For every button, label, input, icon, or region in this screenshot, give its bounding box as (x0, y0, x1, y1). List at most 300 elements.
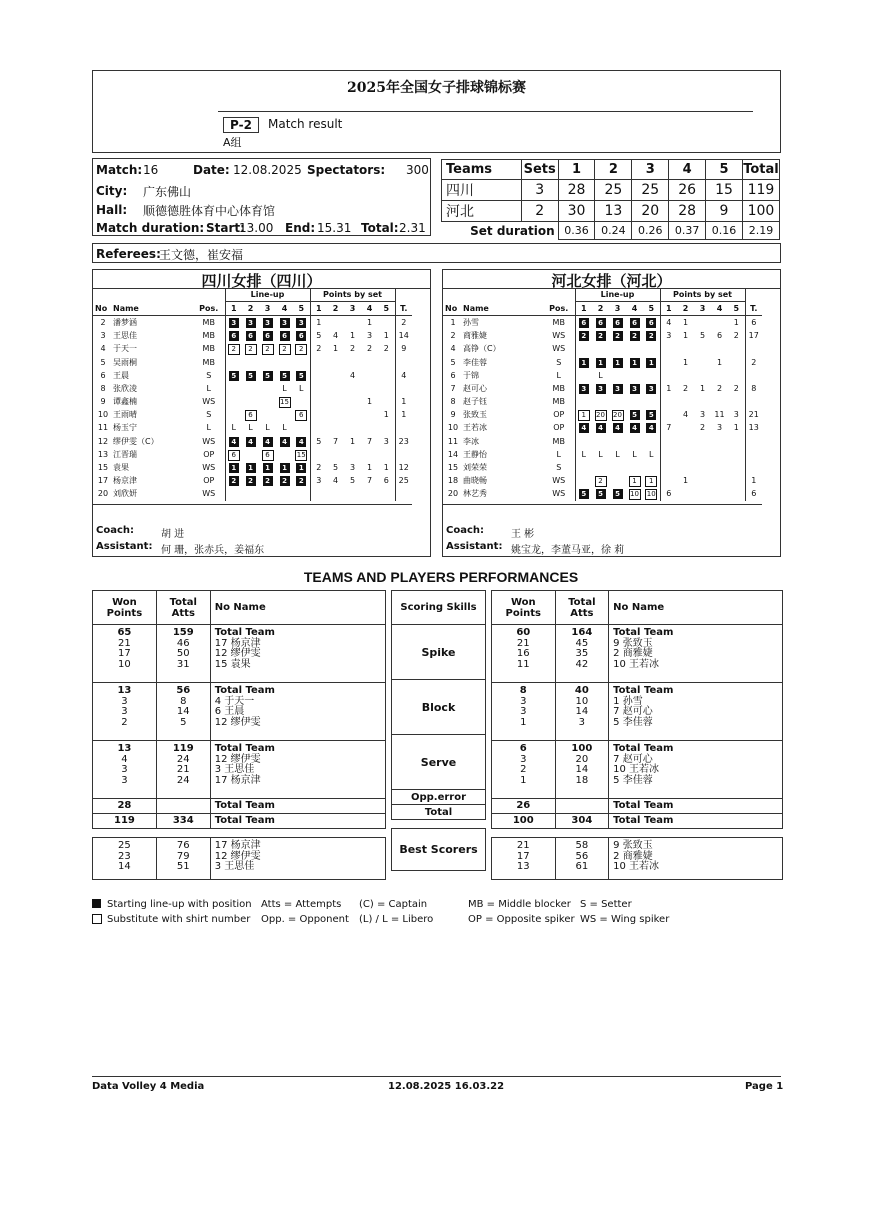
points-cell: 7 (366, 476, 373, 486)
score-row-team-b (442, 201, 780, 222)
points-total: 1 (395, 409, 412, 422)
points-cell: 7 (366, 436, 373, 446)
starter-box: 1 (263, 463, 273, 473)
names-cell (609, 683, 783, 741)
lineup-cell (293, 435, 310, 448)
score-team-name: 河北 (442, 201, 522, 222)
player-number: 17 (97, 476, 109, 486)
atts-value: 56 (176, 685, 191, 696)
won-cell (93, 683, 157, 741)
player-name: 袁果 (113, 463, 129, 473)
atts-value: 46 (176, 637, 190, 649)
won-value: 8 (519, 685, 527, 696)
points-cell (327, 409, 344, 422)
won-cell (492, 683, 556, 741)
legend-row-1 (92, 899, 632, 910)
lineup-cell (626, 369, 643, 382)
starter-box: 4 (229, 437, 239, 447)
lineup-cell (626, 316, 643, 330)
player-name: 王雨晴 (113, 410, 137, 420)
starter-box: 1 (296, 463, 306, 473)
player-position: MB (202, 331, 215, 341)
perf-total-row (492, 814, 783, 829)
player-number: 14 (447, 449, 459, 459)
player-row (93, 330, 412, 343)
col-set: 3 (609, 302, 626, 316)
lineup-cell (575, 369, 592, 382)
points-cell (711, 343, 728, 356)
lineup-cell (225, 396, 242, 409)
points-cell: 4 (349, 370, 356, 380)
set-duration-cell: 0.37 (669, 222, 706, 240)
points-cell (327, 422, 344, 435)
player-name: 潘梦涵 (113, 317, 137, 327)
best-atts-value: 76 (176, 840, 190, 851)
team-b-roster (442, 269, 781, 557)
best-won-value: 25 (118, 840, 131, 851)
lineup-cell (609, 422, 626, 435)
total-name: Total Team (210, 814, 385, 829)
starter-box: 3 (263, 318, 273, 328)
legend-text: Atts = Attempts (261, 899, 342, 910)
points-cell: 4 (332, 476, 339, 486)
starter-box: 1 (229, 463, 239, 473)
score-cell: 9 (706, 201, 743, 222)
lineup-cell (609, 316, 626, 330)
lineup-cell (242, 356, 259, 369)
roster-spacer (93, 288, 225, 302)
points-cell: 6 (383, 476, 389, 486)
points-total (745, 435, 762, 448)
won-value: 60 (516, 627, 531, 638)
match-date: 12.08.2025 (233, 163, 302, 177)
player-name: 李冰 (463, 436, 479, 446)
points-cell (361, 422, 378, 435)
player-number: 8 (100, 383, 106, 393)
start-time: 13.00 (239, 221, 274, 235)
best-atts-value: 61 (575, 861, 589, 872)
atts-value: 45 (575, 637, 589, 649)
lineup-cell (276, 356, 293, 369)
player-position: S (556, 463, 562, 473)
best-scorers-row (93, 838, 386, 880)
points-cell (660, 448, 677, 461)
perf-header (93, 591, 386, 625)
lineup-cell (259, 369, 276, 382)
names-cell (210, 683, 385, 741)
player-name: 林艺秀 (463, 489, 487, 499)
points-cell (694, 461, 711, 474)
won-value: 3 (520, 695, 527, 707)
points-cell (344, 448, 361, 461)
points-cell (711, 435, 728, 448)
lineup-cell (592, 409, 609, 422)
team-a-assistant-label: Assistant: (96, 541, 153, 552)
perf-opp-row (93, 799, 386, 814)
won-value: 1 (520, 774, 527, 786)
player-name: 刘荣荣 (463, 463, 487, 473)
team-a-roster (92, 269, 431, 557)
team-b-assistant: 姚宝龙，李董马亚，徐 莉 (511, 545, 625, 556)
player-position: WS (552, 476, 566, 486)
lineup-cell (575, 461, 592, 474)
player-number: 12 (97, 436, 109, 446)
opp-atts (555, 799, 609, 814)
substitute-box: 15 (280, 398, 289, 407)
points-cell (327, 356, 344, 369)
points-cell (310, 356, 327, 369)
lineup-cell (626, 461, 643, 474)
report-header (92, 70, 781, 153)
roster-spacer (443, 288, 575, 302)
player-entry: Total Team (214, 627, 275, 638)
starter-box: 1 (646, 358, 656, 368)
points-total (745, 448, 762, 461)
points-cell (344, 316, 361, 330)
best-player-entry: 17 杨京津 (214, 840, 261, 851)
points-cell: 5 (699, 331, 706, 341)
score-cell: 25 (632, 180, 669, 201)
player-row (443, 356, 762, 369)
player-entry: 9 张致玉 (613, 637, 653, 649)
player-position: MB (202, 317, 215, 327)
points-cell: 2 (310, 343, 327, 356)
footer-page: Page 1 (745, 1081, 784, 1092)
player-position: WS (202, 436, 216, 446)
libero-mark: L (598, 370, 603, 380)
points-total: 2 (395, 316, 412, 330)
points-cell: 1 (332, 344, 339, 354)
scoring-skills-header: Scoring Skills (392, 591, 486, 625)
player-number: 3 (100, 331, 106, 341)
starter-box: 6 (646, 318, 656, 328)
skill-row (392, 829, 486, 871)
player-entry: 12 缪伊雯 (214, 753, 261, 765)
atts-value: 119 (172, 743, 194, 754)
lineup-cell (609, 343, 626, 356)
player-row (443, 448, 762, 461)
starter-box: 5 (229, 371, 239, 381)
empty-square-icon (92, 914, 102, 924)
points-cell (677, 435, 694, 448)
player-row (93, 475, 412, 488)
player-number: 18 (447, 476, 459, 486)
player-position: OP (203, 449, 215, 459)
lineup-cell (242, 330, 259, 343)
best-names-cell (609, 838, 783, 880)
points-cell (677, 369, 694, 382)
points-cell: 3 (660, 330, 677, 343)
lineup-cell (626, 330, 643, 343)
atts-value: 164 (571, 627, 593, 638)
won-value: 13 (117, 743, 132, 754)
starter-box: 4 (596, 423, 606, 433)
atts-value: 31 (176, 658, 190, 670)
roster-group-header (443, 288, 762, 302)
points-cell: 1 (733, 423, 739, 433)
best-atts-cell (156, 838, 210, 880)
points-cell (660, 356, 677, 369)
no-name-header: No Name (210, 591, 385, 625)
atts-cell (156, 683, 210, 741)
points-cell: 1 (383, 331, 389, 341)
player-position: S (206, 410, 212, 420)
starter-box: 2 (296, 476, 306, 486)
lineup-cell (276, 343, 293, 356)
won-value: 16 (516, 648, 530, 659)
lineup-cell (643, 422, 660, 435)
lineup-cell (259, 396, 276, 409)
best-player-entry: 12 缪伊雯 (214, 850, 261, 862)
points-cell (728, 475, 745, 488)
points-total (745, 369, 762, 382)
lineup-cell (643, 343, 660, 356)
points-cell (310, 422, 327, 435)
player-row (443, 409, 762, 422)
player-position: L (206, 383, 211, 393)
team-a-coach-label: Coach: (96, 525, 135, 536)
player-row (443, 435, 762, 448)
match-info (92, 158, 431, 236)
col-set: 5 (378, 302, 395, 316)
won-value: 3 (520, 753, 527, 765)
points-cell (677, 461, 694, 474)
player-position: OP (203, 476, 215, 486)
lineup-cell (276, 422, 293, 435)
player-entry: Total Team (613, 685, 674, 696)
lineup-cell (225, 369, 242, 382)
points-cell: 2 (733, 331, 739, 341)
points-cell (660, 396, 677, 409)
points-cell (361, 382, 378, 395)
score-cell: 100 (742, 201, 779, 222)
won-value: 11 (516, 658, 530, 670)
legend-text: (C) = Captain (359, 899, 428, 910)
score-header-cell: 4 (669, 160, 706, 180)
player-name: 杨京津 (113, 476, 137, 486)
points-cell (310, 382, 327, 395)
best-won-cell (93, 838, 157, 880)
lineup-cell (626, 343, 643, 356)
roster-bottom (93, 501, 412, 505)
points-cell: 3 (716, 423, 723, 433)
points-cell: 1 (682, 357, 689, 367)
points-cell (711, 316, 728, 330)
points-cell (728, 488, 745, 501)
best-atts-cell (555, 838, 609, 880)
col-set: 1 (660, 302, 677, 316)
footer-left: Data Volley 4 Media (92, 1081, 205, 1092)
points-cell: 1 (383, 410, 389, 420)
skill-row (392, 735, 486, 790)
points-header: Points by set (660, 288, 745, 302)
lineup-cell (276, 435, 293, 448)
lineup-cell (626, 356, 643, 369)
substitute-box: 10 (646, 490, 656, 499)
lineup-cell (242, 422, 259, 435)
col-name: Name (463, 302, 543, 316)
substitute-box: 20 (596, 411, 605, 420)
best-won-cell (492, 838, 556, 880)
legend-row-2 (92, 914, 670, 926)
points-total: 25 (395, 475, 412, 488)
lineup-cell (592, 330, 609, 343)
col-set: 2 (327, 302, 344, 316)
lineup-cell (643, 369, 660, 382)
team-a-coach: 胡 进 (161, 529, 185, 540)
score-table (441, 159, 780, 240)
player-row (93, 488, 412, 501)
points-cell (327, 396, 344, 409)
lineup-cell (609, 475, 626, 488)
lineup-cell (575, 343, 592, 356)
points-cell (728, 435, 745, 448)
player-entry: Total Team (613, 743, 674, 754)
player-entry: 10 王若冰 (613, 658, 660, 670)
team-a-grid (93, 288, 412, 505)
lineup-cell (592, 475, 609, 488)
substitute-box: 2 (262, 344, 274, 355)
lineup-cell (276, 316, 293, 330)
starter-box: 6 (596, 318, 606, 328)
points-cell: 1 (366, 317, 373, 327)
points-cell (344, 396, 361, 409)
points-cell: 1 (349, 436, 356, 446)
player-number: 4 (100, 344, 106, 354)
opp-won: 28 (93, 799, 157, 814)
lineup-cell (626, 396, 643, 409)
player-entry: 5 李佳蓉 (613, 716, 653, 728)
score-row-team-a (442, 180, 780, 201)
referees-value: 王文德，崔安福 (159, 248, 244, 262)
starter-box: 2 (613, 331, 623, 341)
best-atts-value: 58 (575, 840, 589, 851)
starter-box: 3 (596, 384, 606, 394)
points-cell: 1 (682, 476, 689, 486)
atts-value: 42 (575, 658, 589, 670)
lineup-cell (293, 409, 310, 422)
lineup-cell (575, 382, 592, 395)
perf-gap (392, 820, 486, 829)
starter-box: 6 (630, 318, 640, 328)
player-number: 1 (450, 317, 456, 327)
player-position: S (556, 357, 562, 367)
best-names-cell (210, 838, 385, 880)
atts-cell (555, 741, 609, 799)
lineup-cell (609, 382, 626, 395)
points-cell: 1 (716, 357, 723, 367)
lineup-cell (609, 396, 626, 409)
player-entry: 5 李佳蓉 (613, 774, 653, 786)
substitute-box: 2 (228, 344, 240, 355)
points-cell: 11 (714, 410, 725, 420)
points-cell (677, 396, 694, 409)
team-b-performance (491, 590, 783, 880)
player-entry: 4 于天一 (214, 695, 255, 707)
player-position: WS (552, 344, 566, 354)
lineup-cell (225, 448, 242, 461)
player-row (443, 475, 762, 488)
starter-box: 1 (579, 358, 589, 368)
substitute-box: 2 (295, 344, 307, 355)
lineup-cell (242, 382, 259, 395)
player-number: 5 (450, 357, 456, 367)
starter-box: 3 (646, 384, 656, 394)
points-cell (711, 475, 728, 488)
perf-skill-row (93, 741, 386, 799)
roster-bottom (443, 501, 762, 505)
player-position: L (206, 423, 211, 433)
player-name: 江晋瑞 (113, 449, 137, 459)
names-cell (210, 741, 385, 799)
points-cell: 5 (310, 330, 327, 343)
player-entry: Total Team (214, 685, 275, 696)
points-total (745, 343, 762, 356)
atts-value: 20 (575, 753, 589, 765)
lineup-cell (643, 435, 660, 448)
points-cell (327, 448, 344, 461)
starter-box: 3 (296, 318, 306, 328)
atts-value: 100 (571, 743, 593, 754)
lineup-cell (626, 422, 643, 435)
lineup-cell (643, 316, 660, 330)
report-title: Match result (268, 117, 343, 131)
won-points-header: Won Points (492, 591, 556, 625)
player-row (93, 409, 412, 422)
score-team-name: 四川 (442, 180, 522, 201)
lineup-cell (259, 316, 276, 330)
lineup-cell (575, 409, 592, 422)
won-cell (492, 741, 556, 799)
opp-atts (156, 799, 210, 814)
points-total: 1 (745, 475, 762, 488)
points-total (395, 488, 412, 501)
points-cell (327, 488, 344, 501)
player-row (443, 488, 762, 501)
starter-box: 4 (579, 423, 589, 433)
points-cell (310, 488, 327, 501)
set-duration-cell: 0.36 (558, 222, 595, 240)
lineup-cell (242, 409, 259, 422)
skill-name: Best Scorers (392, 829, 486, 871)
match-number: 16 (143, 163, 159, 177)
points-cell (728, 369, 745, 382)
col-set: 2 (677, 302, 694, 316)
player-name: 赵子钰 (463, 397, 487, 407)
lineup-cell (626, 475, 643, 488)
scoring-skills-column (391, 590, 486, 871)
player-name: 杨玉宁 (113, 423, 137, 433)
points-cell (344, 409, 361, 422)
perf-skill-row (492, 625, 783, 683)
player-name: 张欣凌 (113, 383, 137, 393)
starter-box: 6 (246, 331, 256, 341)
skill-name: Spike (392, 625, 486, 680)
libero-mark: L (231, 423, 236, 433)
points-cell: 3 (733, 410, 739, 420)
col-set: 4 (711, 302, 728, 316)
points-total (395, 382, 412, 395)
lineup-cell (225, 330, 242, 343)
points-cell: 3 (310, 475, 327, 488)
lineup-cell (609, 435, 626, 448)
city-label: City: (96, 184, 128, 198)
names-cell (609, 741, 783, 799)
points-cell (378, 448, 395, 461)
score-header-cell: Sets (521, 160, 558, 180)
perf-gap (492, 829, 783, 838)
points-cell (660, 435, 677, 448)
